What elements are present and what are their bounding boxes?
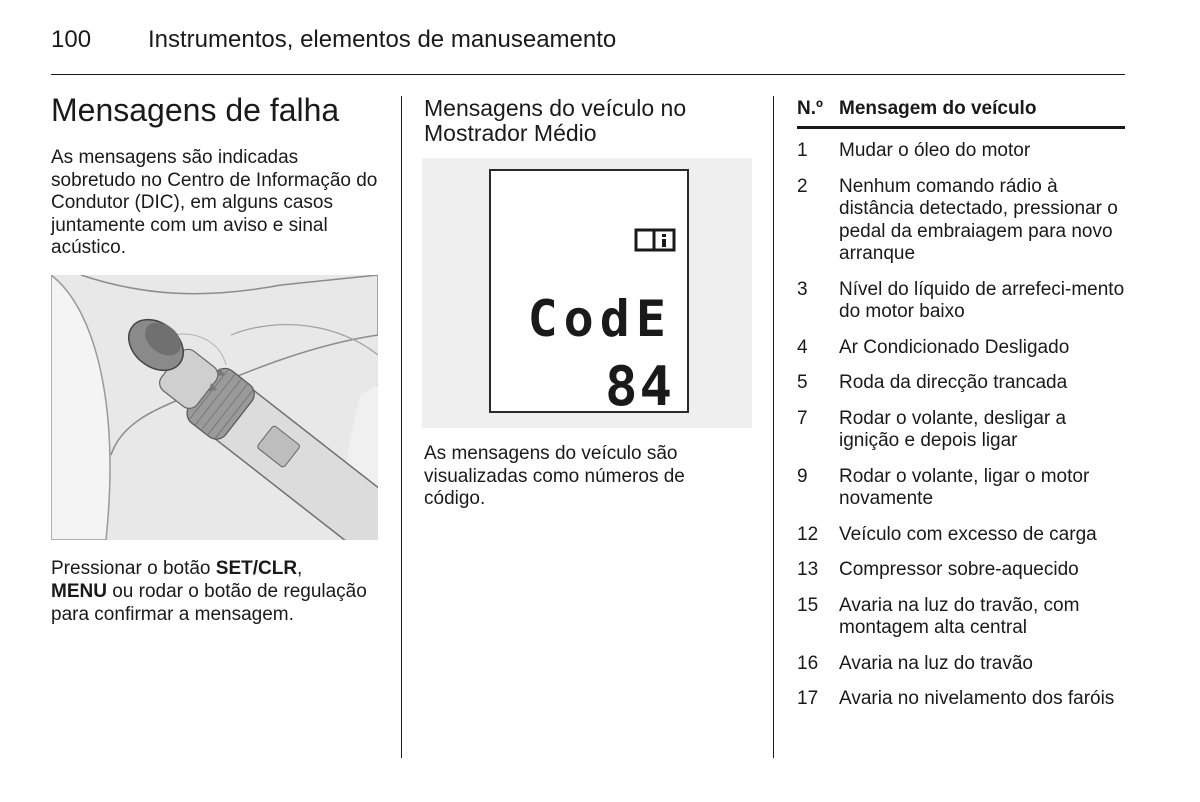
table-row (797, 466, 1125, 511)
table-row (797, 524, 1125, 547)
row-message: Rodar o volante, ligar o motor novamente (839, 465, 1090, 509)
page-number: 100 (51, 26, 92, 53)
table-row (797, 408, 1125, 453)
row-message: Nenhum comando rádio à distância detectado, pressionar o pedal da embraiagem para novo arranque (839, 175, 1118, 264)
table-body (797, 140, 1125, 711)
middle-heading: Mensagens do veículo no Mostrador Médio (424, 95, 687, 146)
row-number: 13 (797, 559, 819, 580)
row-number: 9 (797, 465, 808, 487)
table-row (797, 372, 1125, 395)
table-row (797, 279, 1125, 324)
column-header-number: N.º (797, 98, 823, 119)
row-message: Compressor sobre-aquecido (839, 559, 1079, 580)
row-message: Nível do líquido de arrefeci-mento do motor baixo (839, 278, 1125, 322)
table-row (797, 176, 1125, 266)
row-message: Avaria no nivelamento dos faróis (839, 688, 1115, 709)
section-heading: Mensagens de falha (51, 92, 340, 128)
row-message: Roda da direcção trancada (839, 372, 1068, 393)
photo-caption (51, 557, 386, 626)
stalk-illustration (51, 275, 378, 540)
table-header (797, 98, 1125, 129)
row-number: 4 (797, 336, 808, 358)
caption-text-1: Pressionar o botão (51, 558, 216, 579)
middle-description: As mensagens do veículo são visualizadas como números de código. (424, 443, 685, 509)
display-figure (422, 158, 752, 428)
row-message: Mudar o óleo do motor (839, 140, 1031, 161)
running-title: Instrumentos, elementos de manuseamento (148, 26, 617, 53)
row-number: 17 (797, 688, 819, 709)
row-number: 5 (797, 372, 808, 393)
row-number: 7 (797, 407, 808, 429)
table-row (797, 140, 1125, 163)
header-rule (51, 74, 1125, 75)
row-number: 15 (797, 594, 819, 616)
row-number: 3 (797, 278, 808, 300)
row-message: Rodar o volante, desligar a ignição e depois ligar (839, 407, 1067, 451)
intro-paragraph: As mensagens são indicadas sobretudo no Centro de Informação do Condutor (DIC), em alguns casos juntamente com um aviso e sinal acústico. (51, 147, 378, 258)
column-divider-right (773, 96, 774, 758)
table-row (797, 688, 1125, 711)
lcd-display (422, 158, 752, 428)
caption-set-clr: SET/CLR (215, 558, 298, 579)
row-message: Avaria na luz do travão (839, 652, 1033, 674)
message-table (797, 98, 1125, 711)
row-message: Ar Condicionado Desligado (839, 336, 1070, 358)
caption-text-3: ou rodar o botão de regulação para confirmar a mensagem. (51, 581, 367, 625)
left-column (51, 92, 381, 260)
table-row (797, 337, 1125, 360)
row-number: 12 (797, 523, 819, 545)
row-number: 1 (797, 140, 808, 161)
display-code-number: 84 (604, 355, 674, 418)
row-number: 2 (797, 175, 808, 197)
row-message: Veículo com excesso de carga (839, 523, 1097, 545)
table-row (797, 559, 1125, 582)
caption-menu: MENU (51, 581, 107, 602)
display-code-label: CodE (527, 290, 672, 348)
table-row (797, 595, 1125, 640)
column-divider-left (401, 96, 402, 758)
caption-text-2: , (297, 558, 303, 579)
row-number: 16 (797, 652, 819, 674)
table-row (797, 653, 1125, 676)
stalk-photo (51, 275, 378, 540)
middle-column (424, 96, 754, 146)
column-header-message: Mensagem do veículo (839, 98, 1037, 119)
row-message: Avaria na luz do travão, com montagem alta central (839, 594, 1080, 638)
